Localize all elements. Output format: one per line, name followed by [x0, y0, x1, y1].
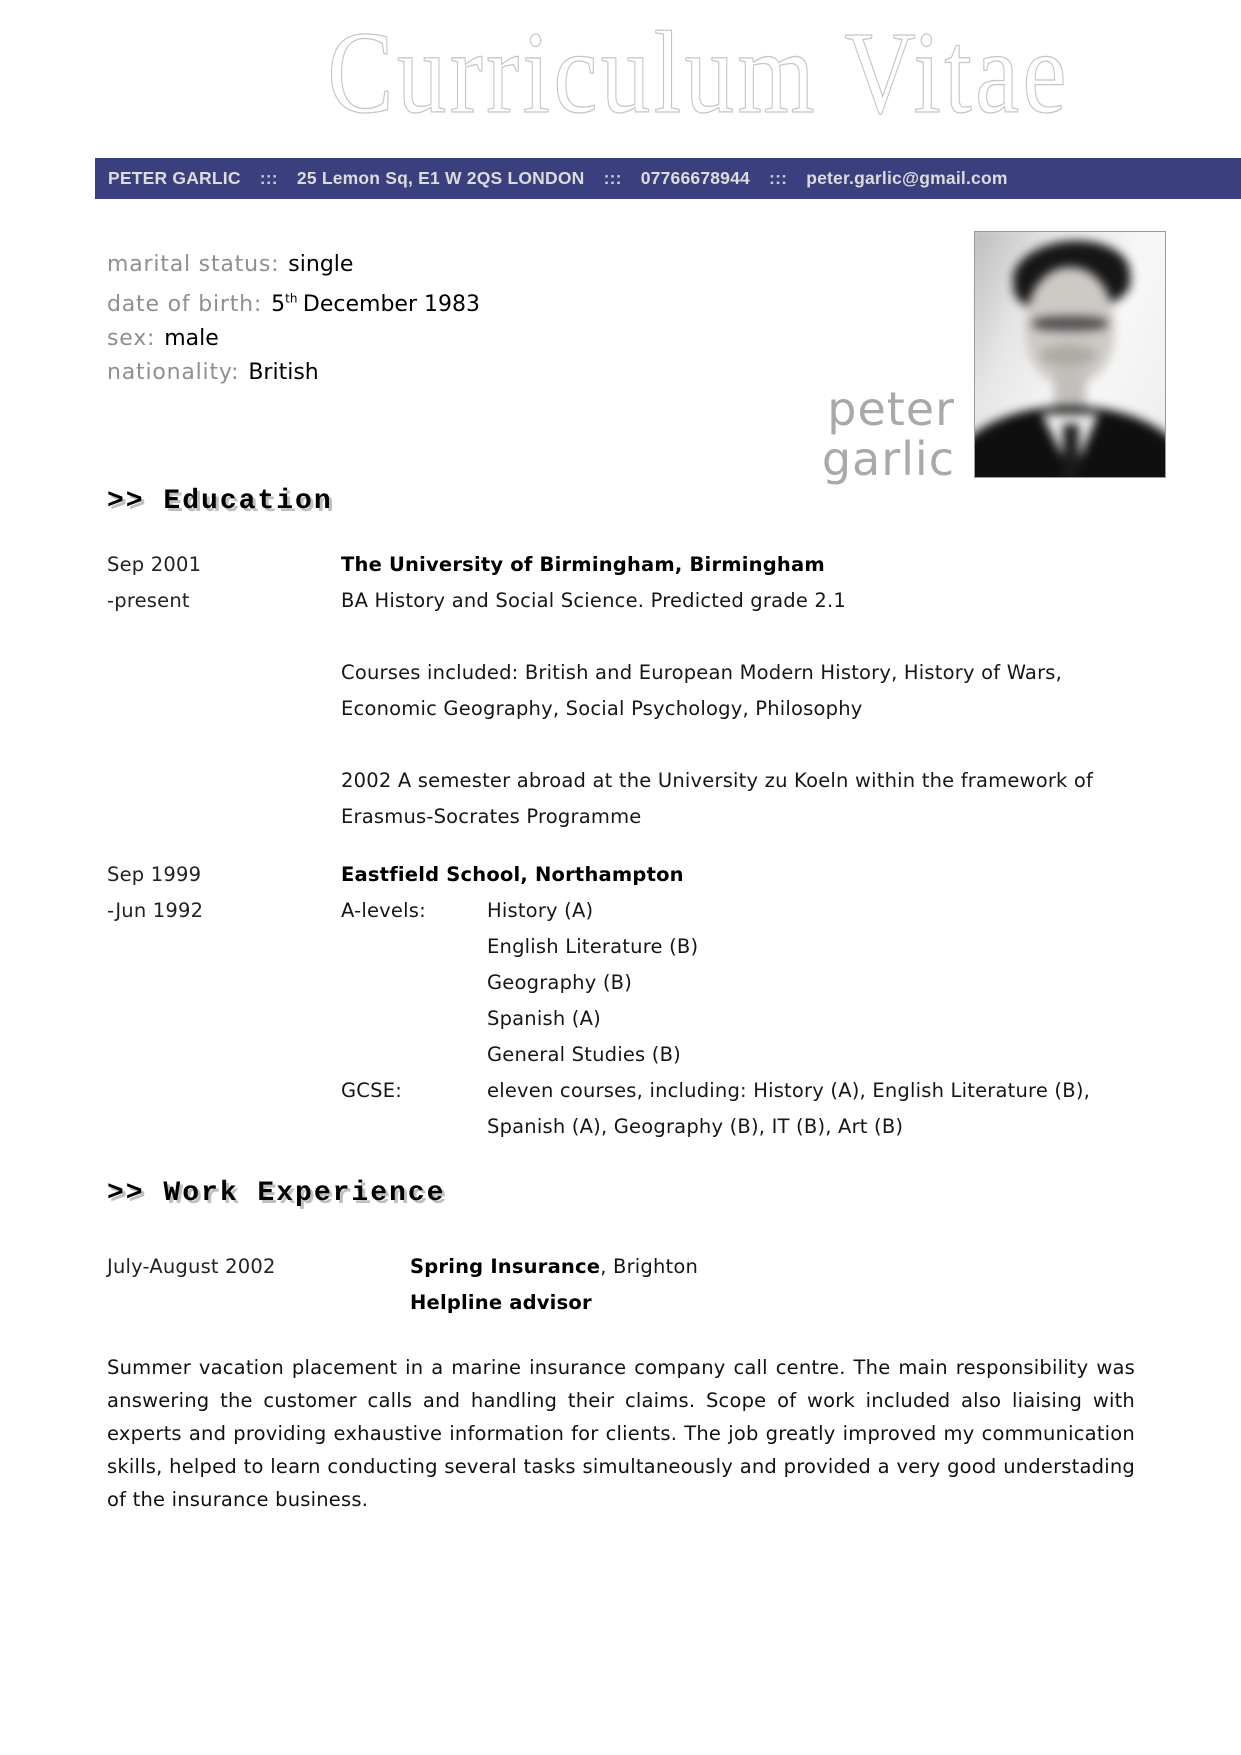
company-location: , Brighton: [600, 1255, 699, 1278]
detail-row-marital-status: [107, 248, 480, 282]
marital-status-value: single: [288, 252, 354, 277]
photo-glasses-shape: [1032, 316, 1109, 331]
entry-body: [341, 857, 1135, 1145]
photo-illustration: [974, 231, 1166, 478]
semester-abroad-paragraph: 2002 A semester abroad at the University zu Koeln within the framework of Erasmus-Socrates Programme: [341, 769, 1094, 828]
courses-paragraph: Courses included: British and European Modern History, History of Wars, Economic Geography, Social Psychology, Philosophy: [341, 661, 1063, 720]
contact-phone: 07766678944: [640, 168, 750, 188]
entry-date-end: -present: [107, 589, 190, 612]
separator: :::: [603, 168, 622, 188]
entry-date: July-August 2002: [107, 1255, 276, 1278]
job-role: Helpline advisor: [410, 1291, 592, 1314]
contact-address: 25 Lemon Sq, E1 W 2QS LONDON: [296, 168, 585, 188]
contact-email: peter.garlic@gmail.com: [806, 168, 1008, 188]
entry-date-start: Sep 2001: [107, 553, 202, 576]
alevel-item: Spanish (A): [487, 1007, 601, 1030]
detail-row-nationality: [107, 356, 480, 390]
entry-date: [107, 547, 341, 835]
entry-body: [341, 547, 1135, 835]
date-of-birth-label: date of birth:: [107, 292, 263, 318]
education-entry-school: [107, 857, 1135, 1145]
university-name: The University of Birmingham, Birmingham: [341, 553, 825, 576]
alevel-item: History (A): [487, 899, 594, 922]
work-entry: [107, 1249, 1135, 1321]
cv-content: [107, 487, 1135, 1516]
company-line: [410, 1249, 1135, 1285]
marital-status-label: marital status:: [107, 252, 280, 277]
contact-bar: [95, 158, 1241, 199]
separator: :::: [259, 168, 278, 188]
date-of-birth-value: 5th December 1983: [271, 292, 480, 318]
profile-photo: [974, 231, 1166, 478]
nationality-label: nationality:: [107, 360, 240, 386]
education-entry-university: [107, 547, 1135, 835]
detail-row-sex: [107, 322, 480, 356]
separator: :::: [769, 168, 788, 188]
entry-date: [107, 857, 341, 1145]
job-summary-paragraph: Summer vacation placement in a marine insurance company call centre. The main responsibility was answering the customer calls and handling their claims. Scope of work included also liaising with experts and providing exhaustive information for clients. The job greatly improved my communication skills, helped to learn conducting several tasks simultaneously and provided a very good understading of the insurance business.: [107, 1356, 1135, 1511]
ordinal-suffix: th: [285, 292, 298, 306]
photo-tie-shape: [1063, 424, 1079, 478]
qualifications-table: [341, 893, 1135, 1145]
alevels-label: A-levels:: [341, 899, 426, 922]
degree-line: BA History and Social Science. Predicted grade 2.1: [341, 589, 847, 612]
name-caption: [822, 384, 955, 484]
sex-label: sex:: [107, 326, 156, 352]
entry-body: [410, 1249, 1135, 1321]
alevel-item: Geography (B): [487, 971, 633, 994]
detail-row-date-of-birth: [107, 282, 480, 322]
name-caption-first: peter: [827, 382, 955, 436]
school-name: Eastfield School, Northampton: [341, 863, 684, 886]
alevel-item: English Literature (B): [487, 935, 699, 958]
work-experience-heading: >> Work Experience: [107, 1178, 446, 1209]
gcse-label: GCSE:: [341, 1079, 402, 1102]
nationality-value: British: [248, 360, 319, 386]
entry-date-start: Sep 1999: [107, 863, 202, 886]
sex-value: male: [164, 326, 219, 352]
personal-details: [107, 248, 480, 390]
alevels-list: [487, 893, 1135, 1073]
education-heading: >> Education: [107, 486, 333, 517]
name-caption-last: garlic: [821, 432, 955, 486]
company-name: Spring Insurance: [410, 1255, 601, 1278]
entry-date-end: -Jun 1992: [107, 899, 204, 922]
alevel-item: General Studies (B): [487, 1043, 681, 1066]
page-title: Curriculum Vitae: [327, 7, 1070, 138]
contact-name: PETER GARLIC: [108, 168, 241, 188]
gcse-value: eleven courses, including: History (A), English Literature (B), Spanish (A), Geography (B), IT (B), Art (B): [487, 1079, 1091, 1138]
